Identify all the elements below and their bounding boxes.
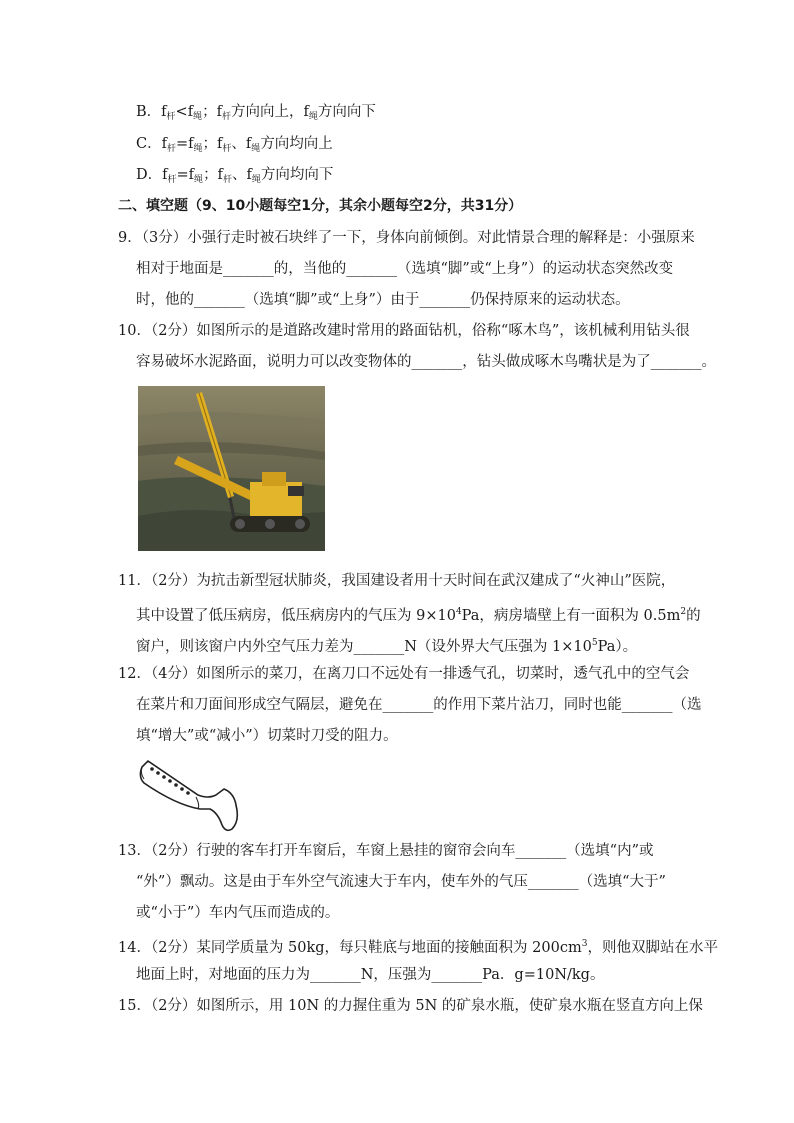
subscript: 绳 bbox=[194, 175, 204, 185]
q11-line-2 bbox=[136, 602, 701, 626]
q9-line-3: 时，他的_______（选填“脚”或“上身”）由于_______仍保持原来的运动状态。 bbox=[136, 292, 630, 308]
subscript: 杆 bbox=[166, 144, 176, 154]
option-b-text: 方向向下 bbox=[317, 104, 376, 120]
option-d bbox=[136, 165, 333, 190]
superscript: 3 bbox=[581, 939, 588, 949]
road-drill-photo bbox=[138, 386, 325, 551]
subscript: 杆 bbox=[222, 144, 232, 154]
road-drill-illustration bbox=[138, 386, 325, 551]
q12-line-2: 在菜片和刀面间形成空气隔层，避免在_______的作用下菜片沾刀，同时也能_______（选 bbox=[136, 697, 702, 713]
subscript: 绳 bbox=[308, 112, 318, 122]
superscript: 5 bbox=[591, 638, 598, 648]
option-b-text: B．f bbox=[136, 104, 167, 120]
q13-line-2: “外”）飘动。这是由于车外空气流速大于车内，使车外的气压_______（选填“大于” bbox=[136, 874, 666, 890]
q14-line-2: 地面上时，对地面的压力为_______N，压强为_______Pa．g=10N/kg。 bbox=[136, 967, 605, 983]
option-d-text: =f bbox=[176, 167, 195, 183]
q11-line-3 bbox=[136, 633, 637, 657]
option-b bbox=[136, 102, 376, 127]
option-d-text: D．f bbox=[136, 167, 168, 183]
q10-line-1: 10．（2分）如图所示的是道路改建时常用的路面钻机，俗称“啄木鸟”，该机械利用钻头很 bbox=[118, 323, 690, 339]
q13-line-3: 或“小于”）车内气压而造成的。 bbox=[136, 905, 340, 921]
q15-line-1: 15．（2分）如图所示，用 10N 的力握住重为 5N 的矿泉水瓶，使矿泉水瓶在竖直方向上保 bbox=[118, 998, 703, 1014]
subscript: 绳 bbox=[251, 144, 261, 154]
subscript: 杆 bbox=[222, 175, 232, 185]
option-d-text: 、f bbox=[231, 167, 252, 183]
option-d-text: ；f bbox=[203, 167, 223, 183]
q11-text: Pa，病房墙壁上有一面积为 0.5m bbox=[461, 608, 681, 624]
subscript: 杆 bbox=[167, 175, 177, 185]
q14-text: 14．（2分）某同学质量为 50kg，每只鞋底与地面的接触面积为 200cm bbox=[118, 940, 582, 956]
option-c-text: ；f bbox=[202, 136, 223, 152]
option-b-text: <f bbox=[175, 104, 194, 120]
kitchen-knife-illustration bbox=[136, 755, 242, 835]
superscript: 2 bbox=[680, 607, 687, 617]
option-c bbox=[136, 134, 333, 159]
q12-line-3: 填“增大”或“减小”）切菜时刀受的阻力。 bbox=[136, 728, 398, 744]
section-heading: 二、填空题（9、10小题每空1分，其余小题每空2分，共31分） bbox=[118, 198, 523, 214]
q14-line-1 bbox=[118, 934, 718, 958]
q14-text: ，则他双脚站在水平 bbox=[587, 940, 718, 956]
subscript: 绳 bbox=[251, 175, 261, 185]
option-b-text: ；f bbox=[202, 104, 222, 120]
option-c-text: =f bbox=[175, 136, 194, 152]
option-c-text: C．f bbox=[136, 136, 167, 152]
q11-line-1: 11．（2分）为抗击新型冠状肺炎，我国建设者用十天时间在武汉建成了“火神山”医院， bbox=[118, 573, 676, 589]
q9-line-2: 相对于地面是_______的，当他的_______（选填“脚”或“上身”）的运动状态突然改变 bbox=[136, 261, 674, 277]
q11-text: 其中设置了低压病房，低压病房内的气压为 9×10 bbox=[136, 608, 456, 624]
option-b-text: 方向向上，f bbox=[230, 104, 309, 120]
q11-text: 的 bbox=[686, 608, 701, 624]
subscript: 杆 bbox=[166, 112, 176, 122]
superscript: 4 bbox=[455, 607, 462, 617]
q12-line-1: 12．（4分）如图所示的菜刀，在离刀口不远处有一排透气孔，切菜时，透气孔中的空气会 bbox=[118, 666, 690, 682]
subscript: 绳 bbox=[193, 144, 203, 154]
subscript: 绳 bbox=[193, 112, 203, 122]
q13-line-1: 13．（2分）行驶的客车打开车窗后，车窗上悬挂的窗帘会向车_______（选填“内”或 bbox=[118, 843, 654, 859]
q10-line-2: 容易破坏水泥路面，说明力可以改变物体的_______，钻头做成啄木鸟嘴状是为了_______。 bbox=[136, 354, 716, 370]
option-c-text: 方向均向上 bbox=[260, 136, 333, 152]
q9-line-1: 9．（3分）小强行走时被石块绊了一下，身体向前倾倒。对此情景合理的解释是：小强原来 bbox=[118, 230, 695, 246]
knife-icon bbox=[136, 755, 242, 835]
option-c-text: 、f bbox=[231, 136, 252, 152]
q11-text: Pa）。 bbox=[597, 639, 638, 655]
subscript: 杆 bbox=[221, 112, 231, 122]
option-d-text: 方向均向下 bbox=[260, 167, 334, 183]
q11-text: 窗户，则该窗户内外空气压力差为_______N（设外界大气压强为 1×10 bbox=[136, 639, 592, 655]
